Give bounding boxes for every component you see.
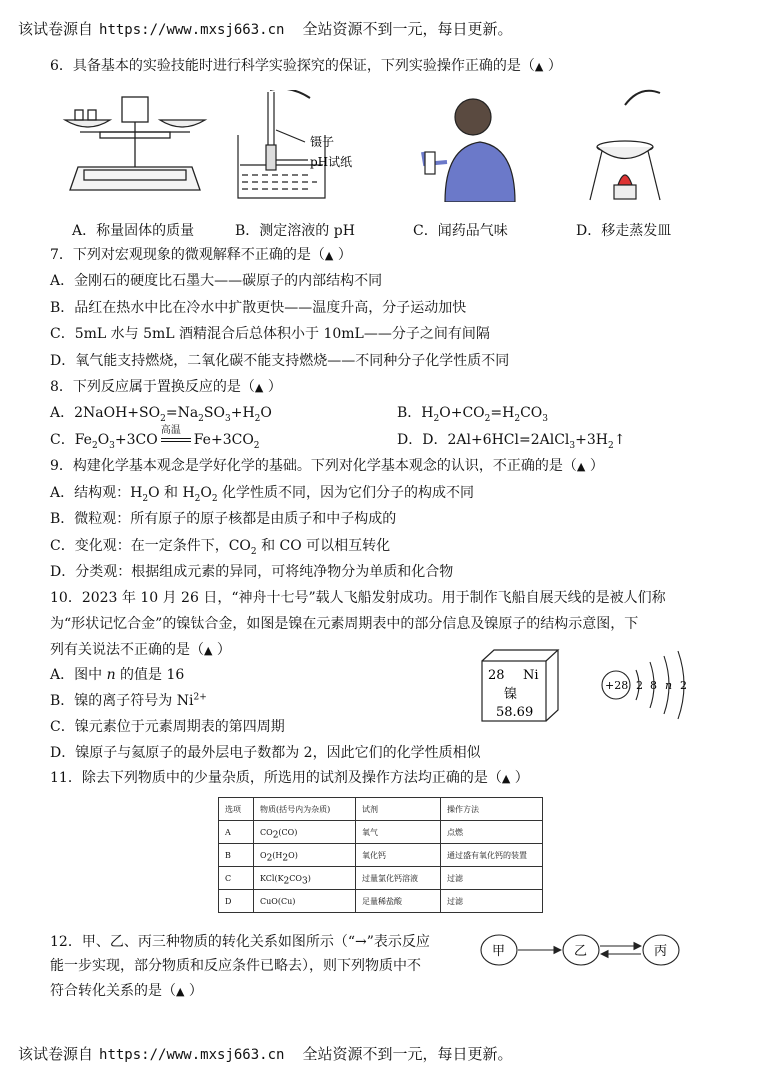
q8-option-a[interactable]: A．$2NaOH+SO_2=Na_2SO_3+H_2O$ — [50, 405, 272, 424]
svg-text:58.69: 58.69 — [496, 705, 534, 720]
svg-text:2: 2 — [680, 679, 687, 692]
svg-text:n: n — [665, 679, 673, 692]
page-header: 该试卷源自 https://www.mxsj663.cn 全站资源不到一元，每日更新。 — [18, 20, 513, 38]
q10-option-d[interactable]: D．镍原子与氦原子的最外层电子数都为 2，因此它们的化学性质相似 — [50, 745, 481, 761]
q7-option-c[interactable]: C．5mL 水与 5mL 酒精混合后总体积小于 10mL——分子之间有间隔 — [50, 326, 490, 342]
table-row: B $O_2(H_2O)$ 氧化钙 通过盛有氧化钙的装置 — [219, 844, 543, 867]
question-9-stem: 9．构建化学基本观念是学好化学的基础。下列对化学基本观念的认识，不正确的是（▲ ） — [50, 458, 604, 474]
ph-paper-label: pH试纸 — [310, 155, 353, 169]
q9-option-b[interactable]: B．微粒观：所有原子的原子核都是由质子和中子构成的 — [50, 511, 397, 527]
svg-text:+28: +28 — [605, 679, 629, 692]
source-link-footer[interactable]: https://www.mxsj663.cn — [99, 1047, 285, 1063]
question-6-stem: 6．具备基本的实验技能时进行科学实验探究的保证，下列实验操作正确的是（▲ ） — [50, 58, 562, 74]
question-12-line2: 能一步实现，部分物质和反应条件已略去），则下列物质中不 — [50, 958, 421, 974]
page-footer: 该试卷源自 https://www.mxsj663.cn 全站资源不到一元，每日更新。 — [18, 1045, 513, 1063]
table-row: D CuO(Cu) 足量稀盐酸 过滤 — [219, 890, 543, 913]
q7-option-b[interactable]: B．品红在热水中比在冷水中扩散更快——温度升高，分子运动加快 — [50, 300, 467, 316]
q9-option-c[interactable]: C．变化观：在一定条件下，$CO_2$ 和 CO 可以相互转化 — [50, 538, 391, 557]
balance-image — [60, 92, 210, 202]
nickel-element-card — [478, 647, 568, 725]
svg-text:丙: 丙 — [654, 944, 668, 959]
question-7-stem: 7．下列对宏观现象的微观解释不正确的是（▲ ） — [50, 247, 352, 263]
svg-text:甲: 甲 — [492, 944, 506, 959]
source-link[interactable]: https://www.mxsj663.cn — [99, 22, 285, 38]
question-8-stem: 8．下列反应属于置换反应的是（▲ ） — [50, 379, 282, 395]
q10-option-c[interactable]: C．镍元素位于元素周期表的第四周期 — [50, 719, 285, 735]
question-10-line3: 列有关说法不正确的是（▲ ） — [50, 642, 231, 658]
svg-text:28: 28 — [488, 668, 505, 683]
svg-text:8: 8 — [650, 679, 657, 692]
q10-option-b[interactable]: B．镍的离子符号为 $Ni^{2+}$ — [50, 692, 207, 709]
table-row: A $CO_2(CO)$ 氧气 点燃 — [219, 821, 543, 844]
tweezers-label: 镊子 — [310, 135, 335, 149]
reaction-condition: 高温 — [160, 425, 181, 436]
q9-option-a[interactable]: A．结构观：$H_2O$ 和 $H_2O_2$ 化学性质不同，因为它们分子的构成不同 — [50, 485, 475, 504]
q10-option-a[interactable]: A．图中 n 的值是 16 — [50, 667, 185, 683]
table-header-row: 选项 物质(括号内为杂质) 试剂 操作方法 — [219, 798, 543, 821]
q6-option-a[interactable]: A．称量固体的质量 — [72, 223, 195, 239]
conversion-diagram — [478, 930, 700, 970]
question-11-stem: 11．除去下列物质中的少量杂质，所选用的试剂及操作方法均正确的是（▲ ） — [50, 770, 529, 786]
question-12-line3: 符合转化关系的是（▲ ） — [50, 983, 203, 999]
ph-measure-image — [230, 90, 370, 205]
question-10-line2: 为“形状记忆合金”的镍钛合金，如图是镍在元素周期表中的部分信息及镍原子的结构示意图，下 — [50, 616, 639, 632]
q8-option-b[interactable]: B．$H_2O+CO_2=H_2CO_3$ — [397, 405, 548, 424]
q9-option-d[interactable]: D．分类观：根据组成元素的异同，可将纯净物分为单质和化合物 — [50, 564, 454, 580]
q6-option-c[interactable]: C．闻药品气味 — [413, 223, 508, 239]
table-row: C $KCl(K_2CO_3)$ 过量氯化钙溶液 过滤 — [219, 867, 543, 890]
svg-text:乙: 乙 — [574, 944, 588, 959]
impurity-table — [218, 797, 543, 913]
nickel-atom-structure — [598, 645, 698, 725]
q6-option-d[interactable]: D．移走蒸发皿 — [576, 223, 672, 239]
svg-text:镍: 镍 — [504, 687, 518, 702]
question-12-line1: 12．甲、乙、丙三种物质的转化关系如图所示（“→”表示反应 — [50, 934, 430, 950]
smell-image — [405, 92, 525, 202]
q8-option-d[interactable]: D．D．$2Al+6HCl=2AlCl_3+3H_2↑$ — [397, 432, 626, 451]
q6-option-b[interactable]: B．测定溶液的 pH — [235, 223, 355, 239]
evaporating-dish-image — [580, 85, 680, 205]
svg-text:Ni: Ni — [523, 668, 539, 683]
q8-option-c[interactable]: C．$Fe_2O_3+3CO$ 高温 $Fe+3CO_2$ — [50, 431, 260, 449]
q7-option-a[interactable]: A．金刚石的硬度比石墨大——碳原子的内部结构不同 — [50, 273, 383, 289]
question-10-line1: 10．2023 年 10 月 26 日，“神舟十七号”载人飞船发射成功。用于制作飞船自展天线的是被人们称 — [50, 590, 666, 606]
svg-text:2: 2 — [636, 679, 643, 692]
q7-option-d[interactable]: D．氧气能支持燃烧，二氧化碳不能支持燃烧——不同种分子化学性质不同 — [50, 353, 510, 369]
